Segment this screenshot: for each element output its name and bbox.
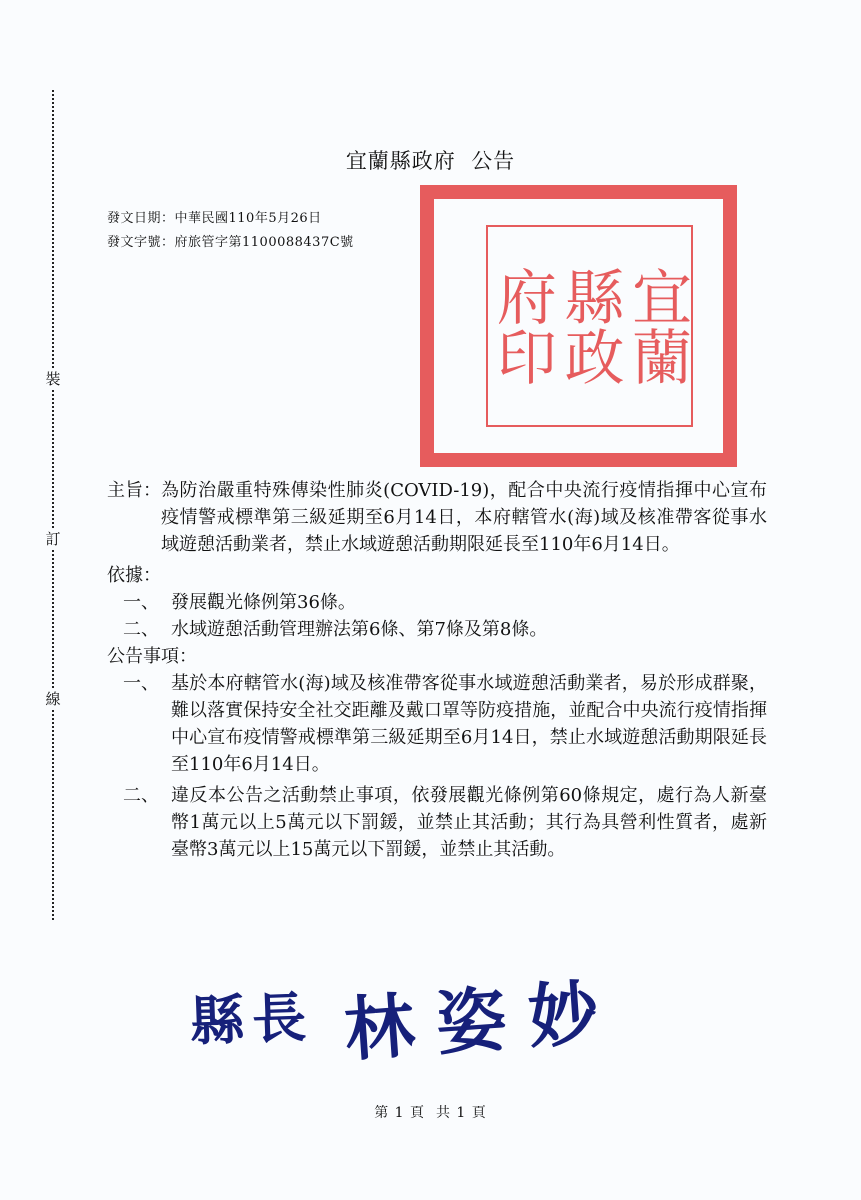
signature-name: 林姿妙 <box>341 969 623 1072</box>
basis-item-text: 水域遊憩活動管理辦法第6條、第7條及第8條。 <box>171 619 548 640</box>
issue-date: 發文日期：中華民國110年5月26日 <box>107 211 322 226</box>
magistrate-signature <box>189 965 660 1072</box>
basis-item <box>107 616 767 643</box>
binding-mark-xian: 線 <box>45 690 61 708</box>
notice-item-text: 基於本府轄管水(海)域及核准帶客從事水域遊憩活動業者，易於形成群聚，難以落實保持安全社交距離及戴口罩等防疫措施，並配合中央流行疫情指揮中心宣布疫情警戒標準第三級延期至6月14日，禁止水域遊憩活動期限延長至110年6月14日。 <box>171 673 767 775</box>
basis-item <box>107 589 767 616</box>
basis-item-text: 發展觀光條例第36條。 <box>171 592 356 613</box>
page-title: 宜蘭縣政府 公告 <box>345 149 516 173</box>
document-number: 發文字號：府旅管字第1100088437C號 <box>107 235 354 250</box>
seal-column-1: 宜蘭 <box>622 266 693 386</box>
subject-label: 主旨： <box>107 480 161 501</box>
notice-label: 公告事項： <box>107 646 197 667</box>
seal-column-3: 府印 <box>486 266 557 386</box>
seal-column-2: 縣政 <box>554 266 625 386</box>
signature-title: 縣長 <box>189 985 316 1053</box>
notice-item-text: 違反本公告之活動禁止事項，依發展觀光條例第60條規定，處行為人新臺幣1萬元以上5萬元以下罰鍰，並禁止其活動；其行為具營利性質者，處新臺幣3萬元以上15萬元以下罰鍰，並禁止其活動。 <box>171 785 767 860</box>
binding-mark-ding: 訂 <box>45 530 61 548</box>
notice-item-number: 二、 <box>123 785 159 806</box>
basis-label: 依據： <box>107 565 161 586</box>
official-seal <box>420 185 737 467</box>
basis-item-number: 一、 <box>123 592 159 613</box>
page-number: 第 1 頁 共 1 頁 <box>374 1105 487 1121</box>
subject-text: 為防治嚴重特殊傳染性肺炎(COVID-19)，配合中央流行疫情指揮中心宣布疫情警戒標準第三級延期至6月14日，本府轄管水(海)域及核准帶客從事水域遊憩活動業者，禁止水域遊憩活動期限延長至110年6月14日。 <box>161 480 767 555</box>
notice-item-number: 一、 <box>123 673 159 694</box>
basis-item-number: 二、 <box>123 619 159 640</box>
announcement-body <box>107 477 767 863</box>
binding-dotted-line <box>52 90 54 920</box>
notice-item <box>107 670 767 778</box>
binding-mark-zhuang: 裝 <box>45 370 61 388</box>
notice-item <box>107 782 767 863</box>
seal-inner-frame <box>486 225 693 427</box>
subject-section <box>107 477 767 558</box>
